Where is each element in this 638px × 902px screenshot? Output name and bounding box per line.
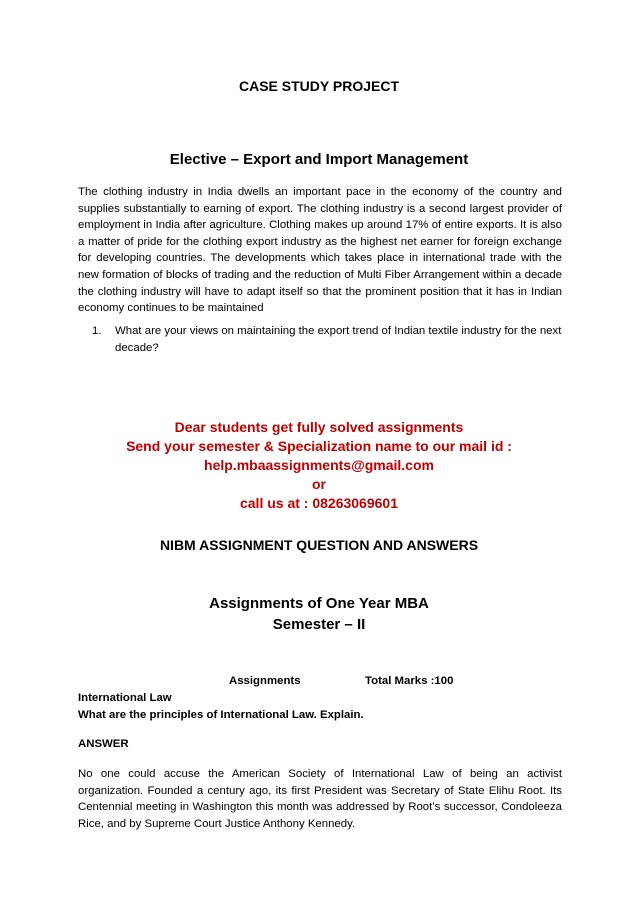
promo-block bbox=[0, 418, 638, 513]
elective-heading: Elective – Export and Import Management bbox=[169, 151, 469, 168]
assignments-label: Assignments bbox=[229, 675, 301, 687]
answer-paragraph: No one could accuse the American Society of International Law of being an activist organization. Founded a century ago, its first President was Secretary of State Elihu Root. Its Centennial meeting in Washington this month was addressed by Root’s successor, Condoleeza Rice, and by Supreme Court Justice Anthony Kennedy. bbox=[78, 768, 562, 830]
total-marks: Total Marks :100 bbox=[365, 675, 454, 687]
promo-email: help.mbaassignments@gmail.com bbox=[204, 457, 434, 473]
subject-title: International Law bbox=[78, 692, 172, 704]
mba-heading-line-1: Assignments of One Year MBA bbox=[209, 595, 429, 612]
subject-question: What are the principles of International Law. Explain. bbox=[78, 708, 364, 721]
document-title: CASE STUDY PROJECT bbox=[239, 78, 399, 94]
subject-block bbox=[78, 690, 364, 723]
nibm-heading: NIBM ASSIGNMENT QUESTION AND ANSWERS bbox=[159, 537, 479, 553]
promo-phone: call us at : 08263069601 bbox=[239, 495, 398, 511]
question-text: What are your views on maintaining the export trend of Indian textile industry for the next decade? bbox=[115, 325, 562, 354]
promo-or: or bbox=[312, 476, 326, 492]
promo-line-1: Dear students get fully solved assignments bbox=[174, 419, 464, 435]
question-item bbox=[92, 323, 562, 356]
answer-label: ANSWER bbox=[78, 738, 129, 750]
promo-line-2: Send your semester & Specialization name to our mail id : bbox=[126, 438, 512, 454]
mba-heading bbox=[0, 593, 638, 635]
intro-paragraph: The clothing industry in India dwells an important pace in the economy of the country and supplies substantially to earning of export. The clothing industry is a second largest provider of employment in India after agriculture. Clothing makes up around 17% of entire exports. It is also a matter of pride for the clothing export industry as the highest net earner for foreign exchange for developing countries. The developments which takes place in international trade with the new formation of blocks of trading and the reduction of Multi Fiber Arrangement within a decade the clothing industry will have to adapt itself so that the prominent position that it has in Indian economy continues to be maintained bbox=[78, 186, 562, 315]
question-number: 1. bbox=[92, 325, 102, 337]
mba-heading-line-2: Semester – II bbox=[272, 616, 366, 633]
